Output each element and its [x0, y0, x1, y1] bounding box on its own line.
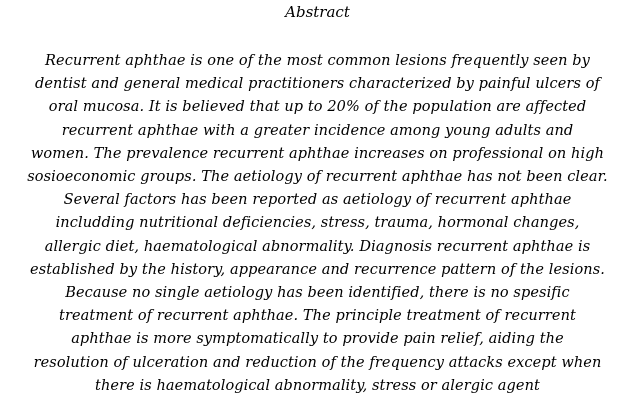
abstract-line: Recurrent aphthae is one of the most common lesions frequently seen by — [45, 53, 590, 69]
abstract-line: includding nutritional deficiencies, stress, trauma, hormonal changes, — [55, 215, 580, 232]
abstract-title: Abstract — [285, 3, 350, 21]
abstract-line: sosioeconomic groups. The aetiology of recurrent aphthae has not been clear. — [27, 169, 608, 186]
abstract-line: recurrent aphthae with a greater incidence among young adults and — [61, 122, 574, 139]
abstract-line: there is haematological abnormality, stress or alergic agent — [95, 377, 540, 394]
abstract-body — [0, 50, 635, 398]
abstract-line: established by the history, appearance and recurrence pattern of the lesions. — [30, 261, 605, 278]
abstract-line: oral mucosa. It is believed that up to 20% of the population are affected — [48, 99, 587, 116]
abstract-line: treatment of recurrent aphthae. The principle treatment of recurrent — [59, 308, 576, 325]
abstract-line: dentist and general medical practitioners characterized by painful ulcers of — [34, 76, 600, 93]
abstract-line: resolution of ulceration and reduction of the frequency attacks except when — [33, 354, 602, 371]
abstract-line: aphthae is more symptomatically to provide pain relief, aiding the — [71, 331, 564, 348]
abstract-line: women. The prevalence recurrent aphthae increases on professional on high — [30, 145, 605, 162]
abstract-line: allergic diet, haematological abnormality. Diagnosis recurrent aphthae is — [44, 238, 591, 255]
abstract-line: Several factors has been reported as aetiology of recurrent aphthae — [63, 192, 572, 209]
abstract-line: Because no single aetiology has been identified, there is no spesific — [65, 285, 570, 302]
